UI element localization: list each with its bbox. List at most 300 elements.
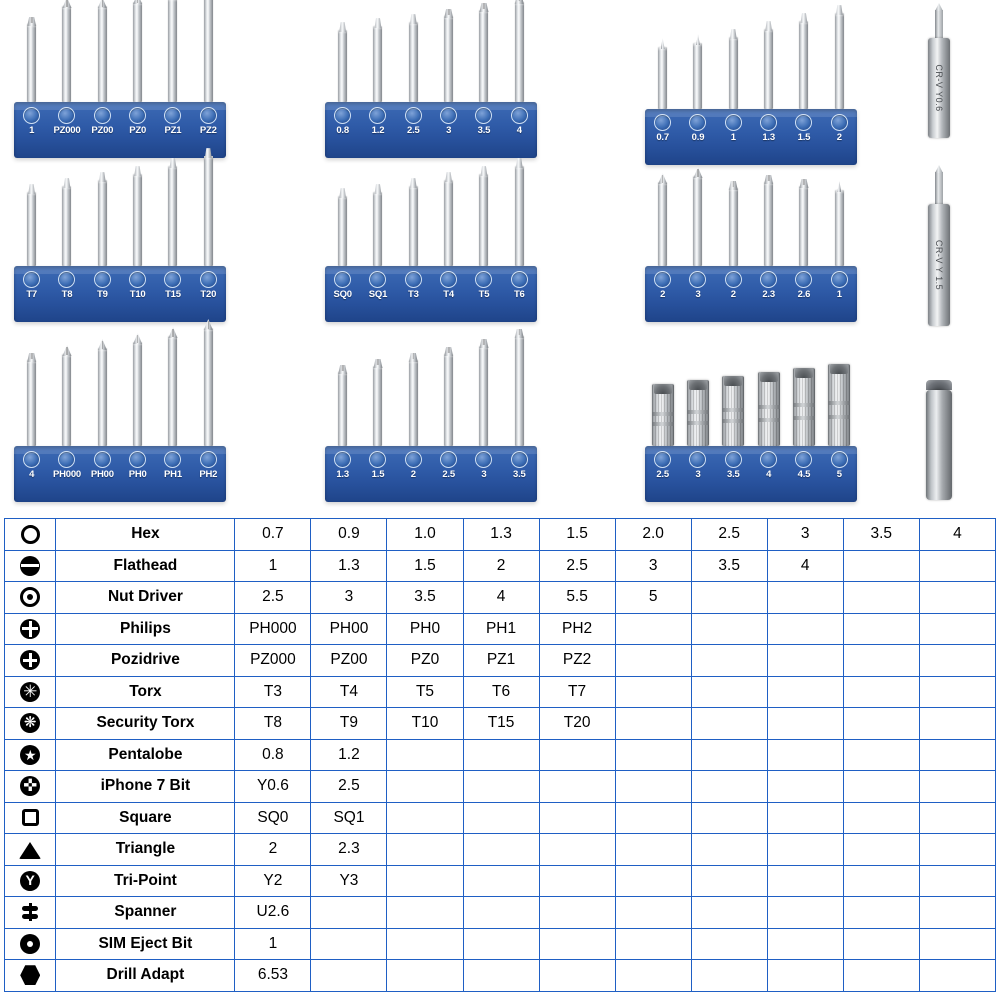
slot-hole-icon [689,451,706,468]
slot-hole-icon [23,271,40,288]
loose-adapter [926,380,952,500]
holder-block [645,446,857,502]
empty-cell [843,771,919,803]
empty-cell [919,897,995,929]
bit-tip-hex [444,171,453,182]
empty-cell [843,960,919,992]
holder-slots [645,109,857,163]
holder-block [14,266,226,322]
slot-label: PZ000 [53,125,81,136]
bit-size-value: 2.3 [311,834,387,866]
bit-tip-pin [661,38,665,49]
bit-tip-hex [98,171,107,182]
empty-cell [539,771,615,803]
holder-slot [156,266,190,300]
socket-band [793,416,815,420]
slot-label: PH1 [164,469,182,480]
bit-size-value: U2.6 [235,897,311,929]
bit-0.8 [326,30,360,102]
bit-1.5 [787,21,821,109]
bit-shaft [658,182,667,266]
holder-slot [156,446,190,480]
bit-PH2 [191,328,225,446]
bit-shaft [479,174,488,266]
bit-4 [752,372,786,446]
bit-tip-flat [479,1,488,12]
slot-hole-icon [689,271,706,288]
holder-slot [716,446,750,480]
slot-hole-icon [405,107,422,124]
slot-hole-icon [760,271,777,288]
empty-cell [843,834,919,866]
bit-T9 [85,180,119,266]
sim-eject-bit-icon-cell [5,928,56,960]
bit-size-value: 1.3 [311,550,387,582]
bit-shaft [693,43,702,109]
slot-hole-icon [654,114,671,131]
bit-row [14,0,226,102]
slot-hole-icon [831,114,848,131]
bit-holder-philips-row3-left [14,338,226,502]
bit-tip-flat [479,337,488,348]
bit-type-name: SIM Eject Bit [56,928,235,960]
empty-cell [387,960,463,992]
empty-cell [387,739,463,771]
slot-hole-icon [94,107,111,124]
bit-shaft [98,6,107,102]
slot-label: SQ0 [333,289,352,300]
bit-holder-nut-driver-row3-right [645,338,857,502]
holder-slot [326,102,360,136]
holder-slot [396,102,430,136]
empty-cell [767,739,843,771]
loose-bit-y06 [928,10,950,145]
bit-shaft [338,30,347,102]
socket-band [828,415,850,419]
bit-3 [432,16,466,102]
bit-tip [935,10,943,38]
holder-slot [50,102,84,136]
bit-type-name: Square [56,802,235,834]
slot-label: 3.5 [512,469,526,480]
bit-1.2 [361,26,395,102]
empty-cell [615,771,691,803]
holder-slot [15,446,49,480]
bit-shaft [133,342,142,446]
bit-type-name: Spanner [56,897,235,929]
bit-T10 [121,174,155,266]
bit-size-value: 6.53 [235,960,311,992]
bit-PH0 [121,342,155,446]
slot-label: PZ2 [199,125,217,136]
bit-tip-cross [133,0,142,4]
empty-cell [539,897,615,929]
bit-size-value: 1.0 [387,519,463,551]
empty-cell [691,897,767,929]
bit-tip-flat [729,179,738,190]
empty-cell [539,739,615,771]
empty-cell [691,928,767,960]
table-row [5,519,996,551]
empty-cell [919,739,995,771]
holder-slot [822,109,856,143]
bit-shaft [764,29,773,109]
slot-hole-icon [511,271,528,288]
empty-cell [843,865,919,897]
bit-shaft [168,336,177,446]
empty-cell [919,928,995,960]
bit-size-value: 0.9 [311,519,387,551]
slot-label: PZ0 [129,125,147,136]
bit-tip-cross [62,0,71,8]
empty-cell [767,865,843,897]
bit-size-value: T15 [463,708,539,740]
holder-slot [326,266,360,300]
holder-slot [752,446,786,480]
holder-slot [191,446,225,480]
bit-shaft [799,21,808,109]
bit-size-value: 4 [463,582,539,614]
holder-slot [646,109,680,143]
slot-label: 1.5 [371,469,385,480]
empty-cell [463,928,539,960]
slot-hole-icon [334,107,351,124]
socket-band [652,422,674,426]
empty-cell [919,676,995,708]
socket-band [722,419,744,423]
slot-label: 3 [481,469,487,480]
empty-cell [919,960,995,992]
slot-label: 0.7 [656,132,669,143]
slot-hole-icon [94,271,111,288]
adapter-body [926,390,952,500]
bit-shaft [693,176,702,266]
slot-hole-icon [200,107,217,124]
bit-body [928,204,950,326]
slot-hole-icon [129,451,146,468]
slot-hole-icon [440,451,457,468]
bit-shaft [204,0,213,102]
bit-3 [681,380,715,446]
empty-cell [767,897,843,929]
bit-holder-square-torx-row2-middle [325,172,537,322]
pozidrive-icon [20,650,40,670]
bit-tip-pin [696,34,700,45]
security-torx-icon [20,713,40,733]
slot-hole-icon [164,451,181,468]
empty-cell [919,834,995,866]
holder-slot [681,266,715,300]
bit-size-value: T7 [539,676,615,708]
bit-tip-cross [133,333,142,344]
holder-slots [325,102,537,156]
bit-3 [467,346,501,446]
bit-tip-hex [62,177,71,188]
empty-cell [691,676,767,708]
slot-hole-icon [129,107,146,124]
bit-shaft [515,336,524,446]
bit-T20 [191,156,225,266]
bit-1.5 [361,366,395,446]
slot-label: T6 [513,289,525,300]
socket-bit [722,376,744,446]
bit-size-value: 5.5 [539,582,615,614]
empty-cell [767,613,843,645]
slot-label: PH2 [199,469,218,480]
bit-size-value: 1.5 [387,550,463,582]
holder-slot [156,102,190,136]
holder-slots [645,446,857,500]
holder-slots [325,266,537,320]
empty-cell [691,771,767,803]
bit-shaft [338,196,347,266]
socket-bit [758,372,780,446]
empty-cell [691,613,767,645]
slot-hole-icon [795,451,812,468]
slot-hole-icon [689,114,706,131]
bit-2 [396,360,430,446]
holder-slot [502,446,536,480]
bit-type-name: Triangle [56,834,235,866]
bit-shaft [444,16,453,102]
empty-cell [463,960,539,992]
slot-hole-icon [129,271,146,288]
holder-slots [325,446,537,500]
slot-label: 2.5 [656,469,669,480]
bit-tip [935,172,943,204]
bit-shaft [479,10,488,102]
bit-holder-hex-row1-right [645,8,857,165]
bit-tip-hex [409,13,418,24]
bit-type-name: Drill Adapt [56,960,235,992]
bit-shaft [168,0,177,102]
empty-cell [387,865,463,897]
bit-shaft [444,180,453,266]
bit-1 [15,24,49,102]
square-icon-cell [5,802,56,834]
slot-hole-icon [200,271,217,288]
bit-PH000 [50,354,84,446]
holder-block [645,266,857,322]
security-torx-icon-cell [5,708,56,740]
bit-shaft [835,13,844,109]
slot-label: 2.5 [442,469,455,480]
socket-bit [687,380,709,446]
empty-cell [843,739,919,771]
holder-slot [467,446,501,480]
bit-3.5 [716,376,750,446]
bit-tip-cross [62,345,71,356]
empty-cell [767,582,843,614]
slot-label: 3 [446,125,452,136]
tri-point-icon-cell [5,865,56,897]
bit-tip-hex [373,183,382,194]
iphone-7-bit-icon-cell [5,771,56,803]
table-row [5,550,996,582]
bit-row [14,336,226,446]
bit-size-value: 1 [235,550,311,582]
holder-slot [787,266,821,300]
slot-label: 3.5 [727,469,740,480]
table-row [5,645,996,677]
slot-hole-icon [760,114,777,131]
spanner-icon [20,902,40,922]
bit-T6 [502,166,536,266]
bit-shaft [409,186,418,266]
slot-label: T15 [165,289,181,300]
empty-cell [615,676,691,708]
bit-PZ1 [156,0,190,102]
bit-type-name: Hex [56,519,235,551]
bit-size-value: PH0 [387,613,463,645]
holder-slot [361,446,395,480]
bit-size-value: PH1 [463,613,539,645]
slot-hole-icon [164,107,181,124]
bit-size-value: 2.5 [235,582,311,614]
empty-cell [387,834,463,866]
torx-icon [20,682,40,702]
table-row [5,897,996,929]
bit-row [14,156,226,266]
bit-shaft [373,192,382,266]
bit-size-value: 2.5 [691,519,767,551]
bit-tip-flat [373,357,382,368]
bit-tip-hex [27,183,36,194]
bit-1 [716,37,750,109]
slot-hole-icon [23,107,40,124]
empty-cell [311,960,387,992]
empty-cell [463,739,539,771]
holder-slot [15,266,49,300]
bit-tip-cross [98,0,107,8]
bit-SQ0 [326,196,360,266]
holder-block [14,102,226,158]
philips-icon [20,619,40,639]
bit-size-value: T3 [235,676,311,708]
table-row [5,771,996,803]
bit-row [645,0,857,109]
bit-PH1 [156,336,190,446]
slot-label: 1 [730,132,736,143]
nut-driver-icon-cell [5,582,56,614]
bit-PH00 [85,348,119,446]
empty-cell [311,928,387,960]
empty-cell [463,771,539,803]
socket-band [687,410,709,414]
bit-tip-hex [835,4,844,15]
empty-cell [615,960,691,992]
slot-hole-icon [795,271,812,288]
bit-tip-hex [373,17,382,28]
nut-driver-icon [20,587,40,607]
slot-label: 4 [516,125,522,136]
bit-size-value: SQ1 [311,802,387,834]
slot-hole-icon [58,107,75,124]
holder-slot [822,266,856,300]
slot-label: T9 [96,289,108,300]
spanner-icon-cell [5,897,56,929]
bit-T7 [15,192,49,266]
bit-tip-flat [409,351,418,362]
holder-slot [361,266,395,300]
bit-tip-hex [515,157,524,168]
bit-size-value: 3.5 [691,550,767,582]
bit-holder-flathead-row3-middle [325,338,537,502]
bit-size-value: PH000 [235,613,311,645]
empty-cell [615,613,691,645]
slot-label: 2 [410,469,416,480]
triangle-icon [19,842,41,859]
bit-T15 [156,166,190,266]
empty-cell [539,960,615,992]
bit-shaft [98,348,107,446]
bit-size-value: SQ0 [235,802,311,834]
bit-3.5 [467,10,501,102]
bit-PZ0 [121,2,155,102]
bit-shaft [204,156,213,266]
holder-slot [191,266,225,300]
bit-2 [716,188,750,266]
empty-cell [919,550,995,582]
bit-size-value: 1.3 [463,519,539,551]
bit-tip-flat [444,7,453,18]
slot-label: T4 [443,289,454,300]
holder-slot [50,266,84,300]
slot-label: PH0 [128,469,147,480]
holder-slot [467,266,501,300]
iphone-7-bit-icon [20,776,40,796]
bit-size-value: 3 [615,550,691,582]
slot-hole-icon [725,114,742,131]
holder-slot [326,446,360,480]
table-row [5,739,996,771]
bit-size-value: PH2 [539,613,615,645]
empty-cell [387,771,463,803]
holder-slot [121,102,155,136]
bit-tip-hex [133,165,142,176]
slot-label: 2 [730,289,736,300]
bit-PZ00 [85,6,119,102]
bit-etch-label: CR-V Y 1.5 [934,239,944,291]
bit-holder-tripoint-triangle-row2-right [645,172,857,322]
empty-cell [767,834,843,866]
empty-cell [615,834,691,866]
empty-cell [767,802,843,834]
bit-tip-cross [98,339,107,350]
bit-shaft [133,2,142,102]
holder-block [325,266,537,322]
empty-cell [311,897,387,929]
empty-cell [767,676,843,708]
bit-tip-flat [515,327,524,338]
empty-cell [843,897,919,929]
bit-shaft [658,47,667,109]
bit-0.9 [681,43,715,109]
slot-label: PZ1 [164,125,182,136]
bit-type-name: Torx [56,676,235,708]
slot-label: 3.5 [477,125,491,136]
holder-slot [361,102,395,136]
bit-spec-table [4,518,996,992]
empty-cell [767,771,843,803]
empty-cell [463,834,539,866]
table-row [5,834,996,866]
bit-size-value: 3.5 [843,519,919,551]
holder-slot [85,446,119,480]
bit-tip-hex [338,21,347,32]
holder-slot [121,446,155,480]
triangle-icon-cell [5,834,56,866]
